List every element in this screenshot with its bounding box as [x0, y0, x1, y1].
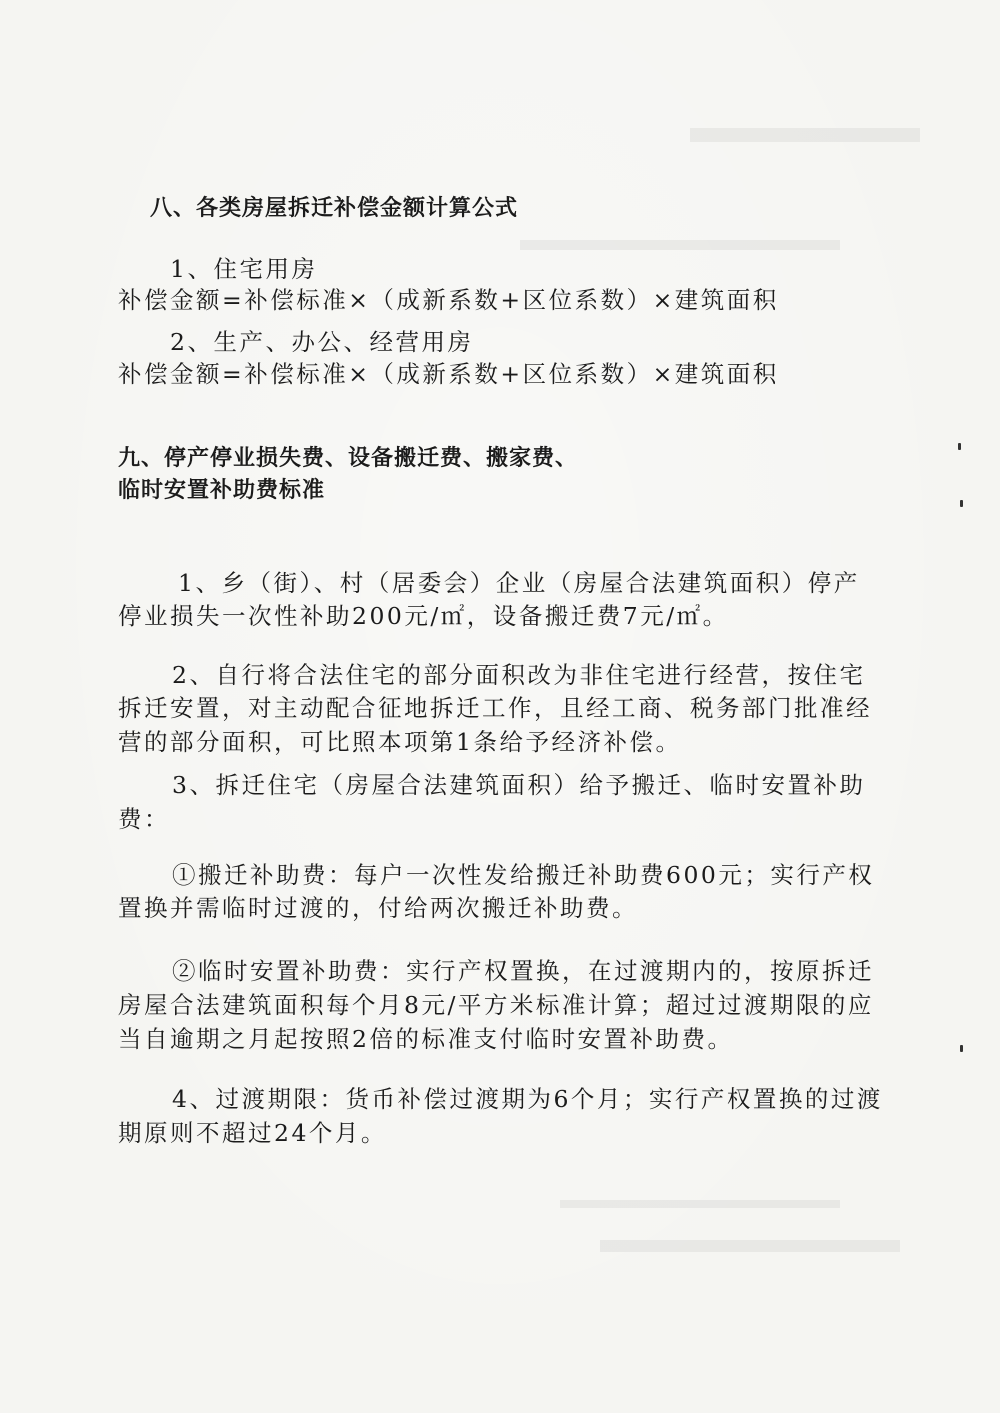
- bleed-through-mark: [520, 240, 840, 250]
- paragraph-4-line-1: ①搬迁补助费：每户一次性发给搬迁补助费600元；实行产权: [172, 861, 875, 889]
- paragraph-3-line-2: 费：: [118, 805, 170, 833]
- section-8-item-1-formula: 补偿金额=补偿标准×（成新系数+区位系数）×建筑面积: [118, 286, 779, 314]
- section-8-item-2-label: 2、生产、办公、经营用房: [170, 328, 474, 356]
- bleed-through-mark: [600, 1240, 900, 1252]
- paragraph-2-line-3: 营的部分面积，可比照本项第1条给予经济补偿。: [118, 728, 682, 756]
- paragraph-6-line-2: 期原则不超过24个月。: [118, 1119, 387, 1147]
- section-9-title-line-1: 九、停产停业损失费、设备搬迁费、搬家费、: [118, 446, 579, 471]
- scan-speck: [960, 1045, 963, 1052]
- scan-speck: [960, 500, 963, 507]
- section-8-item-1-label: 1、住宅用房: [170, 255, 318, 283]
- paragraph-2-line-2: 拆迁安置，对主动配合征地拆迁工作，且经工商、税务部门批准经: [118, 694, 872, 722]
- section-8-title: 八、各类房屋拆迁补偿金额计算公式: [150, 196, 519, 221]
- scan-speck: [958, 443, 961, 450]
- paragraph-5-line-3: 当自逾期之月起按照2倍的标准支付临时安置补助费。: [118, 1025, 734, 1053]
- paragraph-1-line-1: 1、乡（街）、村（居委会）企业（房屋合法建筑面积）停产: [178, 569, 860, 597]
- bleed-through-mark: [690, 128, 920, 142]
- paragraph-4-line-2: 置换并需临时过渡的，付给两次搬迁补助费。: [118, 894, 638, 922]
- bleed-through-mark: [560, 1200, 840, 1208]
- section-9-title-line-2: 临时安置补助费标准: [118, 478, 326, 503]
- paragraph-5-line-2: 房屋合法建筑面积每个月8元/平方米标准计算；超过过渡期限的应: [118, 991, 874, 1019]
- section-8-item-2-formula: 补偿金额=补偿标准×（成新系数+区位系数）×建筑面积: [118, 360, 779, 388]
- paragraph-5-line-1: ②临时安置补助费：实行产权置换，在过渡期内的，按原拆迁: [172, 957, 874, 985]
- paragraph-6-line-1: 4、过渡期限：货币补偿过渡期为6个月；实行产权置换的过渡: [172, 1085, 883, 1113]
- paragraph-2-line-1: 2、自行将合法住宅的部分面积改为非住宅进行经营，按住宅: [172, 661, 866, 689]
- paragraph-1-line-2: 停业损失一次性补助200元/㎡，设备搬迁费7元/㎡。: [118, 602, 729, 630]
- paragraph-3-line-1: 3、拆迁住宅（房屋合法建筑面积）给予搬迁、临时安置补助: [172, 771, 866, 799]
